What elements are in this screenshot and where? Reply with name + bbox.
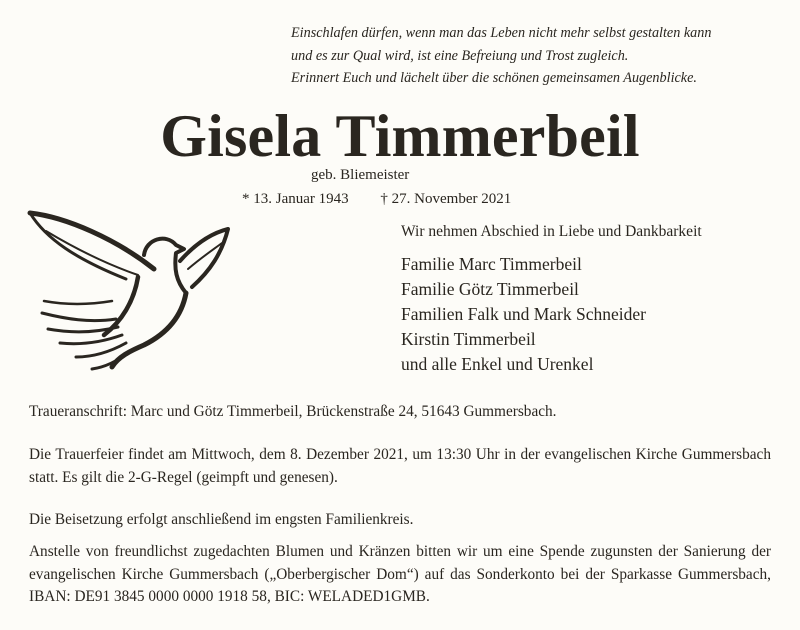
mourner-line: Familien Falk und Mark Schneider (401, 304, 646, 324)
quote-line: Erinnert Euch und lächelt über die schönen gemeinsamen Augenblicke. (291, 70, 697, 86)
burial-info: Die Beisetzung erfolgt anschließend im engsten Familienkreis. (29, 511, 414, 528)
birth-date: * 13. Januar 1943 (242, 191, 349, 207)
mourner-line: und alle Enkel und Urenkel (401, 354, 594, 374)
dove-icon (26, 209, 234, 375)
mourning-address: Traueranschrift: Marc und Götz Timmerbeil, Brückenstraße 24, 51643 Gummersbach. (29, 403, 557, 420)
deceased-name: Gisela Timmerbeil (160, 103, 640, 169)
memorial-quote (291, 22, 791, 90)
death-date: † 27. November 2021 (380, 191, 512, 207)
life-dates (242, 189, 511, 209)
mourners-list (401, 252, 646, 377)
farewell-line: Wir nehmen Abschied in Liebe und Dankbarkeit (401, 223, 702, 240)
donation-info: Anstelle von freundlichst zugedachten Blumen und Kränzen bitten wir um eine Spende zugunsten der Sanierung der evangelischen Kirche Gummersbach („Oberbergischer Dom“) auf das Sonderkonto bei der Sparkasse Gummersbach, IBAN: DE91 3845 0000 0000 1918 58, BIC: WELADED1GMB. (29, 543, 771, 605)
maiden-name: geb. Bliemeister (311, 167, 410, 183)
mourner-line: Familie Marc Timmerbeil (401, 254, 582, 274)
mourner-line: Kirstin Timmerbeil (401, 329, 536, 349)
quote-line: Einschlafen dürfen, wenn man das Leben nicht mehr selbst gestalten kann (291, 25, 712, 41)
quote-line: und es zur Qual wird, ist eine Befreiung und Trost zugleich. (291, 47, 629, 64)
mourner-line: Familie Götz Timmerbeil (401, 279, 579, 299)
funeral-service-info: Die Trauerfeier findet am Mittwoch, dem 8. Dezember 2021, um 13:30 Uhr in der evangelischen Kirche Gummersbach statt. Es gilt die 2-G-Regel (geimpft und genesen). (29, 446, 771, 486)
